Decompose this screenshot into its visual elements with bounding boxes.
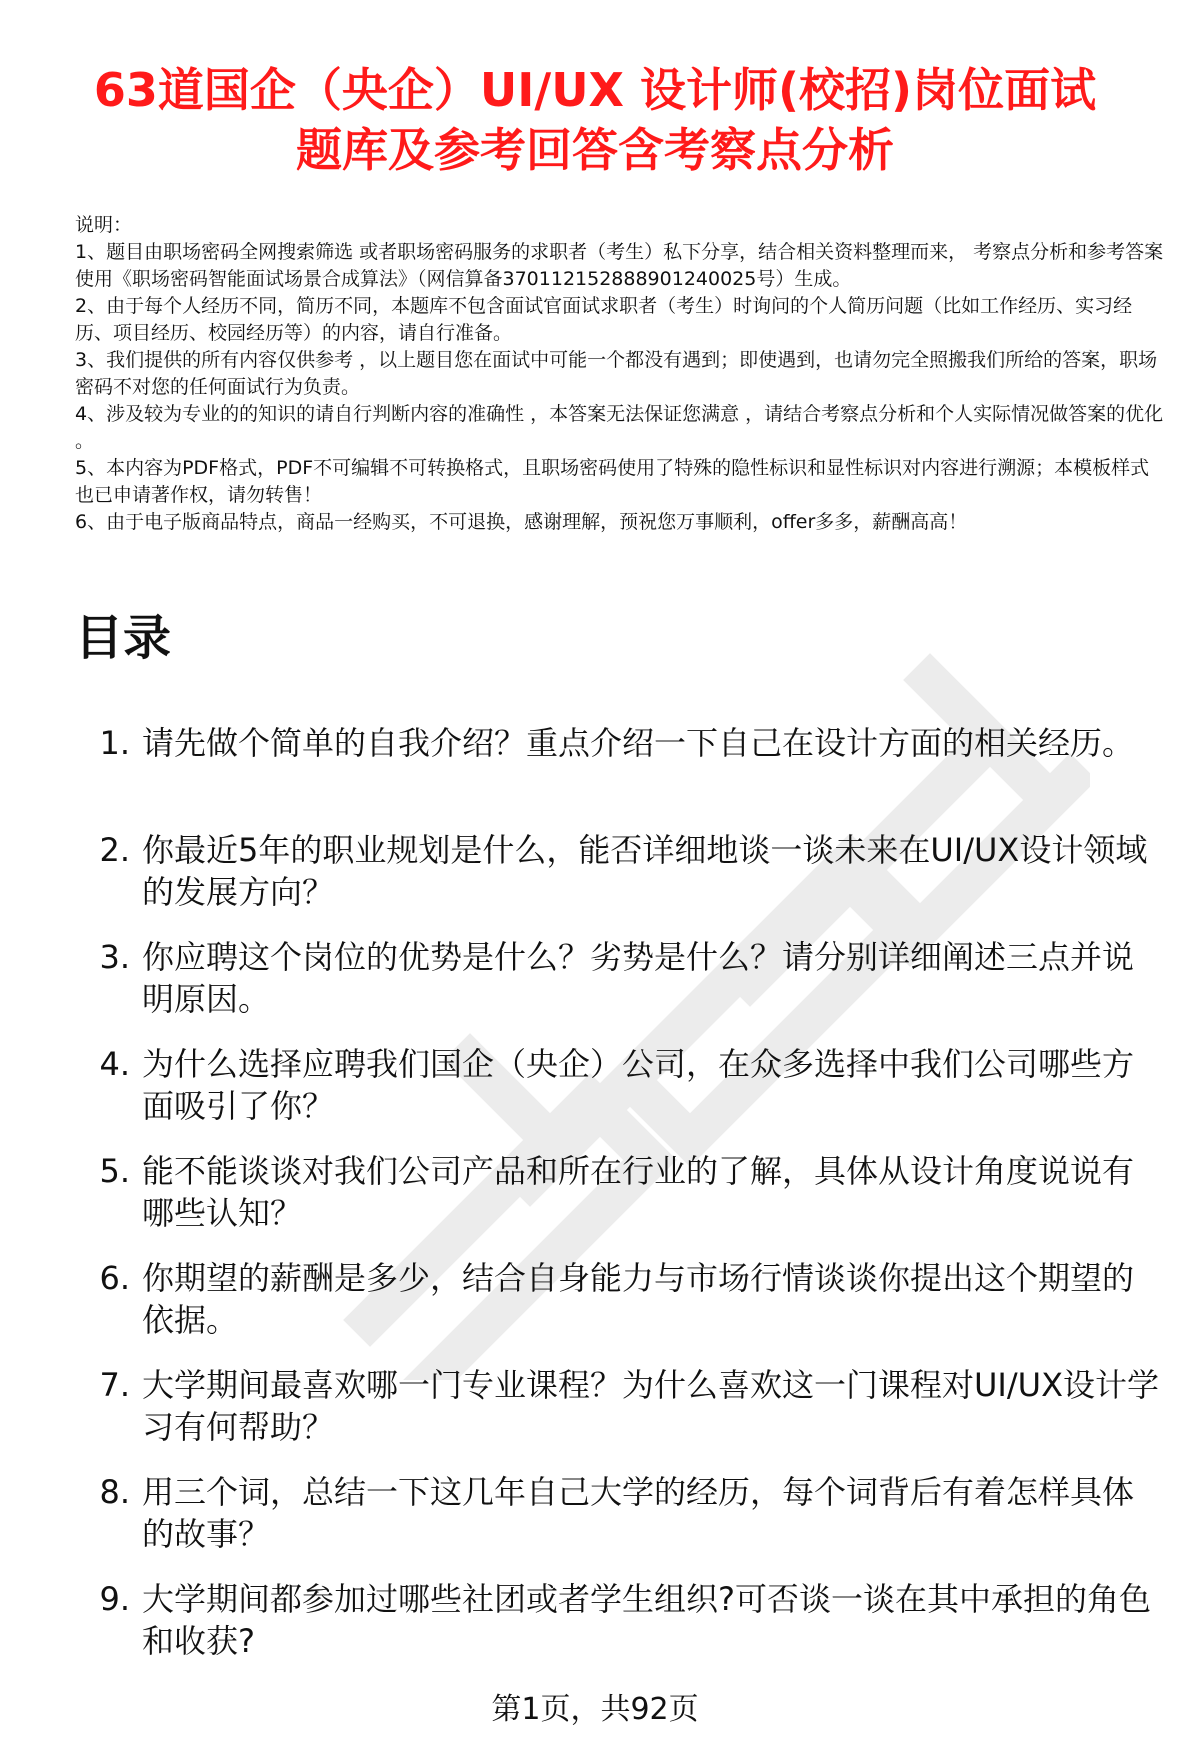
toc-item-number: 2. xyxy=(99,831,130,869)
toc-item-number: 3. xyxy=(99,938,130,976)
notes-label: 说明： xyxy=(75,214,133,236)
toc-item-number: 9. xyxy=(99,1580,130,1618)
toc-item[interactable] xyxy=(75,1043,1160,1150)
notes-section xyxy=(75,212,1165,536)
toc-item[interactable] xyxy=(75,1364,1160,1471)
title-line-1: 63道国企（央企）UI/UX 设计师(校招)岗位面试 xyxy=(93,63,1097,117)
notes-item: 1、题目由职场密码全网搜索筛选 或者职场密码服务的求职者（考生）私下分享，结合相关资料整理而来， 考察点分析和参考答案使用《职场密码智能面试场景合成算法》（网信算备370112152888901240025号）生成。 xyxy=(75,241,1164,290)
notes-item: 6、由于电子版商品特点，商品一经购买，不可退换，感谢理解，预祝您万事顺利，offer多多，薪酬高高！ xyxy=(75,511,968,533)
toc-heading: 目录 xyxy=(75,610,172,666)
notes-item: 2、由于每个人经历不同，简历不同，本题库不包含面试官面试求职者（考生）时询问的个人简历问题（比如工作经历、实习经历、项目经历、校园经历等）的内容，请自行准备。 xyxy=(75,295,1133,344)
toc-item-number: 8. xyxy=(99,1473,130,1511)
toc-item-text: 用三个词，总结一下这几年自己大学的经历，每个词背后有着怎样具体的故事？ xyxy=(142,1473,1135,1553)
toc-item-number: 6. xyxy=(99,1259,130,1297)
toc-list xyxy=(75,722,1160,1685)
toc-item-text: 你应聘这个岗位的优势是什么？劣势是什么？请分别详细阐述三点并说明原因。 xyxy=(142,938,1135,1018)
toc-item-text: 你期望的薪酬是多少，结合自身能力与市场行情谈谈你提出这个期望的依据。 xyxy=(142,1259,1135,1339)
toc-item[interactable] xyxy=(75,1257,1160,1364)
toc-item[interactable] xyxy=(75,722,1160,829)
toc-item-number: 1. xyxy=(99,724,130,762)
toc-item-text: 你最近5年的职业规划是什么，能否详细地谈一谈未来在UI/UX设计领域的发展方向？ xyxy=(142,831,1148,911)
title-line-2: 题库及参考回答含考察点分析 xyxy=(296,123,894,177)
toc-item-text: 为什么选择应聘我们国企（央企）公司，在众多选择中我们公司哪些方面吸引了你？ xyxy=(142,1045,1135,1125)
toc-item[interactable] xyxy=(75,1578,1160,1685)
toc-item-number: 5. xyxy=(99,1152,130,1190)
toc-item-number: 4. xyxy=(99,1045,130,1083)
page-number: 第1页，共92页 xyxy=(491,1692,699,1727)
notes-item: 5、本内容为PDF格式，PDF不可编辑不可转换格式，且职场密码使用了特殊的隐性标识和显性标识对内容进行溯源；本模板样式也已申请著作权，请勿转售！ xyxy=(75,457,1150,506)
toc-item-number: 7. xyxy=(99,1366,130,1404)
document-title xyxy=(60,60,1130,180)
toc-item-text: 请先做个简单的自我介绍？重点介绍一下自己在设计方面的相关经历。 xyxy=(142,724,1135,762)
toc-item[interactable] xyxy=(75,1150,1160,1257)
toc-item[interactable] xyxy=(75,829,1160,936)
notes-item: 3、我们提供的所有内容仅供参考 ，以上题目您在面试中可能一个都没有遇到；即使遇到，也请勿完全照搬我们所给的答案，职场密码不对您的任何面试行为负责。 xyxy=(75,349,1158,398)
toc-item[interactable] xyxy=(75,936,1160,1043)
toc-item-text: 大学期间最喜欢哪一门专业课程？为什么喜欢这一门课程对UI/UX设计学习有何帮助？ xyxy=(142,1366,1159,1446)
toc-item-text: 大学期间都参加过哪些社团或者学生组织?可否谈一谈在其中承担的角色和收获? xyxy=(142,1580,1151,1660)
notes-item: 4、涉及较为专业的的知识的请自行判断内容的准确性 ，本答案无法保证您满意 ，请结合考察点分析和个人实际情况做答案的优化 。 xyxy=(75,403,1164,452)
toc-item[interactable] xyxy=(75,1471,1160,1578)
toc-item-text: 能不能谈谈对我们公司产品和所在行业的了解，具体从设计角度说说有哪些认知？ xyxy=(142,1152,1135,1232)
